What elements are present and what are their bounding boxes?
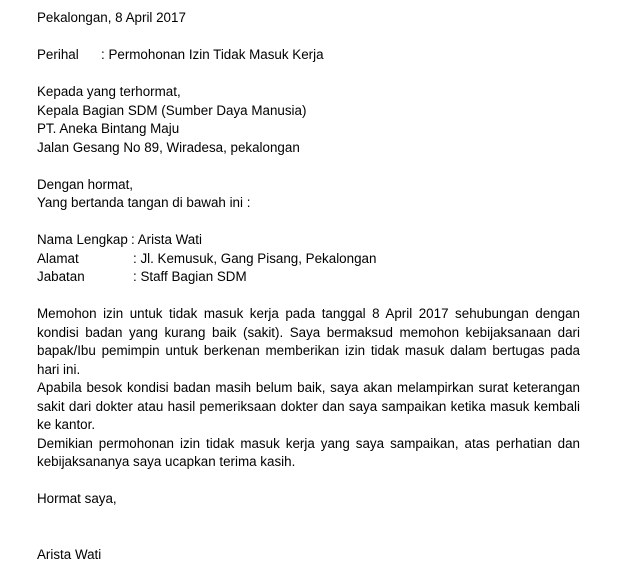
body-paragraph: Demikian permohonan izin tidak masuk kerja yang saya sampaikan, atas perhatian dan kebijaksananya saya ucapkan terima kasih. (37, 435, 580, 472)
identity-row (37, 231, 580, 250)
recipient-line: Kepada yang terhormat, (37, 83, 580, 102)
identity-row (37, 268, 580, 287)
body-paragraph: Memohon izin untuk tidak masuk kerja pada tanggal 8 April 2017 sehubungan dengan kondisi badan yang kurang baik (sakit). Saya bermaksud memohon kebijaksanaan dari bapak/Ibu pemimpin untuk berkenan memberikan izin tidak masuk dalam bertugas pada hari ini. (37, 305, 580, 379)
greeting: Dengan hormat, (37, 176, 580, 195)
identity-value: : Staff Bagian SDM (133, 268, 247, 287)
place-date: Pekalongan, 8 April 2017 (37, 9, 580, 28)
identity-label: Nama Lengkap (37, 231, 131, 250)
body-paragraph: Apabila besok kondisi badan masih belum baik, saya akan melampirkan surat keterangan sakit dari dokter atau hasil pemeriksaan dokter dan saya sampaikan ketika masuk kembali ke kantor. (37, 379, 580, 435)
perihal-value: : Permohonan Izin Tidak Masuk Kerja (101, 46, 324, 65)
recipient-block (37, 83, 580, 157)
identity-block (37, 231, 580, 287)
intro: Yang bertanda tangan di bawah ini : (37, 194, 580, 213)
recipient-line: Kepala Bagian SDM (Sumber Daya Manusia) (37, 102, 580, 121)
identity-label: Alamat (37, 250, 133, 269)
identity-label: Jabatan (37, 268, 133, 287)
perihal-row (37, 46, 580, 65)
recipient-line: Jalan Gesang No 89, Wiradesa, pekalongan (37, 139, 580, 158)
signer-name: Arista Wati (37, 546, 580, 564)
letter (37, 9, 580, 564)
recipient-line: PT. Aneka Bintang Maju (37, 120, 580, 139)
identity-value: : Jl. Kemusuk, Gang Pisang, Pekalongan (133, 250, 376, 269)
identity-value: : Arista Wati (131, 231, 202, 250)
identity-row (37, 250, 580, 269)
perihal-label: Perihal (37, 46, 101, 65)
closing: Hormat saya, (37, 490, 580, 509)
